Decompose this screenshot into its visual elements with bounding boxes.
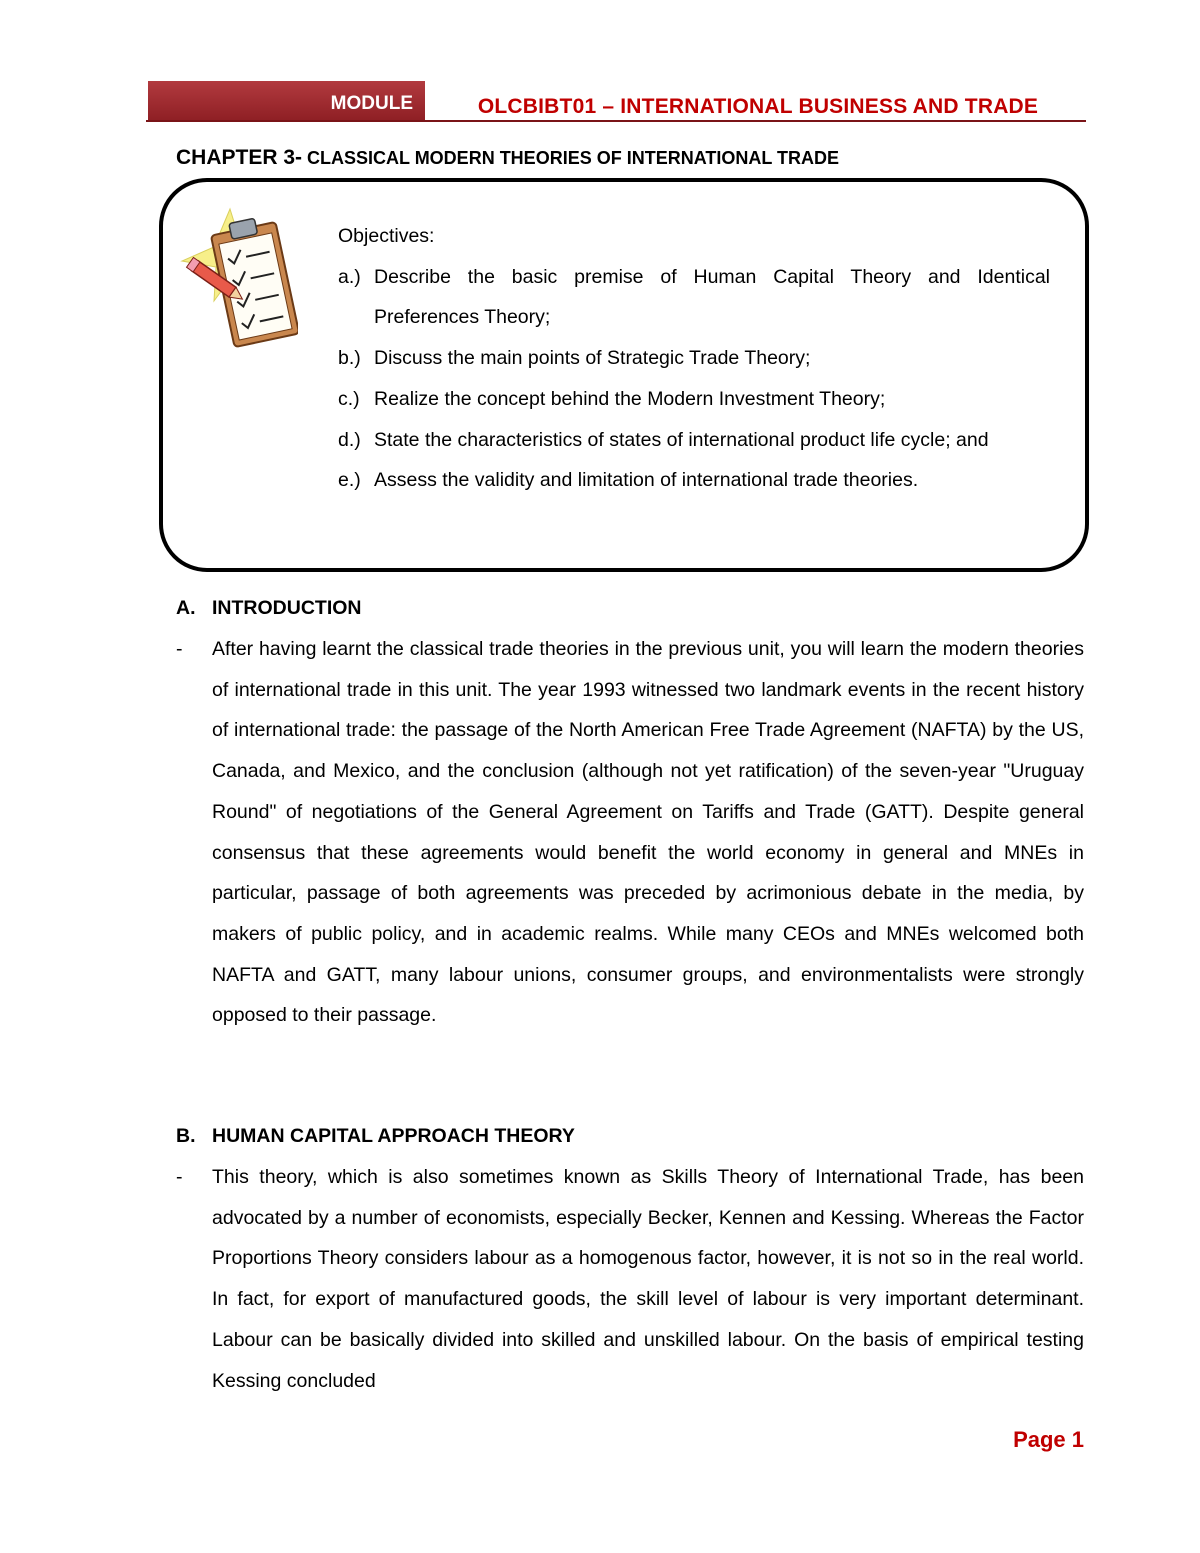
objective-text: Discuss the main points of Strategic Trade Theory; (374, 347, 811, 370)
clipboard-checklist-icon (178, 205, 298, 355)
module-tab (148, 81, 425, 121)
section-heading-human-capital (176, 1125, 575, 1148)
section-heading-introduction (176, 597, 362, 620)
paragraph-text: After having learnt the classical trade theories in the previous unit, you will learn the modern theories of international trade in this unit. The year 1993 witnessed two landmark events in the recent history of international trade: the passage of the North American Free Trade Agreement (NAFTA) by the US, Canada, and Mexico, and the conclusion (although not yet ratification) of the seven-year "Uruguay Round" of negotiations of the General Agreement on Tariffs and Trade (GATT). Despite general consensus that these agreements would benefit the world economy in general and MNEs in particular, passage of both agreements was preceded by acrimonious debate in the media, by makers of public policy, and in academic realms. While many CEOs and MNEs welcomed both NAFTA and GATT, many labour unions, consumer groups, and environmentalists were strongly opposed to their passage. (212, 638, 1084, 1027)
objective-item (338, 420, 1050, 461)
objectives-list (338, 216, 1050, 501)
objective-label: b.) (338, 347, 361, 370)
bullet-dash: - (176, 1166, 183, 1188)
page-number: Page 1 (1013, 1427, 1084, 1452)
objective-text: State the characteristics of states of international product life cycle; and (374, 428, 989, 451)
objectives-heading: Objectives: (338, 225, 435, 247)
bullet-dash: - (176, 638, 183, 660)
objective-item (338, 257, 1050, 338)
objective-text: Assess the validity and limitation of international trade theories. (374, 469, 919, 492)
objective-item (338, 379, 1050, 420)
course-title: OLCBIBT01 – INTERNATIONAL BUSINESS AND TRADE (477, 95, 1039, 118)
objective-text: Describe the basic premise of Human Capital Theory and Identical Preferences Theory; (374, 265, 1050, 329)
human-capital-paragraph (176, 1157, 1084, 1401)
chapter-title (176, 146, 839, 170)
section-number: B. (176, 1125, 196, 1147)
section-title: INTRODUCTION (212, 597, 362, 619)
chapter-name: CLASSICAL MODERN THEORIES OF INTERNATIONAL TRADE (302, 148, 840, 168)
module-label: MODULE (330, 93, 413, 114)
objective-label: e.) (338, 469, 361, 492)
objective-label: c.) (338, 387, 360, 410)
objective-label: a.) (338, 265, 361, 288)
header-rule (146, 120, 1086, 122)
objective-text: Realize the concept behind the Modern Investment Theory; (374, 387, 886, 410)
section-title: HUMAN CAPITAL APPROACH THEORY (212, 1125, 575, 1147)
objective-item (338, 338, 1050, 379)
paragraph-text: This theory, which is also sometimes known as Skills Theory of International Trade, has been advocated by a number of economists, especially Becker, Kennen and Kessing. Whereas the Factor Proportions Theory considers labour as a homogenous factor, however, it is not so in the real world. In fact, for export of manufactured goods, the skill level of labour is very important determinant. Labour can be basically divided into skilled and unskilled labour. On the basis of empirical testing Kessing concluded (212, 1166, 1084, 1392)
introduction-paragraph (176, 629, 1084, 1036)
objective-label: d.) (338, 428, 361, 451)
section-number: A. (176, 597, 196, 619)
objective-item (338, 460, 1050, 501)
chapter-prefix: CHAPTER 3- (176, 146, 303, 169)
